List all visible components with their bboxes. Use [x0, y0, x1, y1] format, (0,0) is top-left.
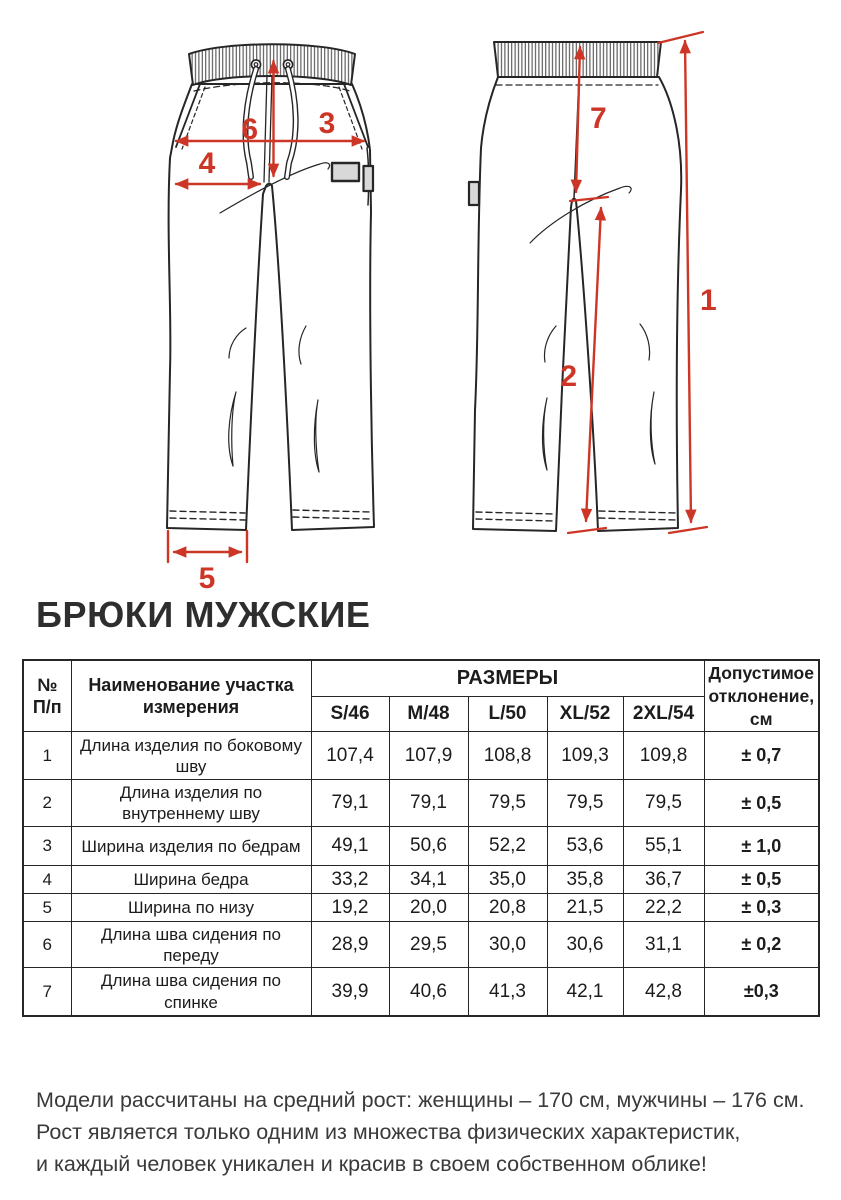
row-tolerance: ± 0,7	[704, 732, 819, 780]
measure-label-7: 7	[590, 102, 607, 135]
row-value: 55,1	[623, 827, 704, 866]
row-value: 79,5	[623, 780, 704, 827]
row-number: 3	[23, 827, 71, 866]
row-value: 42,1	[547, 968, 623, 1016]
row-value: 107,4	[311, 732, 389, 780]
pants-technical-drawing	[0, 0, 841, 590]
back-waistband	[494, 42, 661, 77]
row-value: 21,5	[547, 894, 623, 922]
footer-line-2: Рост является только одним из множества физических характеристик,	[36, 1120, 741, 1144]
row-value: 30,6	[547, 922, 623, 968]
row-value: 36,7	[623, 866, 704, 894]
row-value: 30,0	[468, 922, 547, 968]
table-row	[23, 894, 819, 922]
row-value: 79,1	[389, 780, 468, 827]
page-title: БРЮКИ МУЖСКИЕ	[36, 594, 371, 635]
row-value: 39,9	[311, 968, 389, 1016]
col-header-number-line1: №	[37, 674, 58, 695]
size-col-xl52: XL/52	[547, 697, 623, 732]
row-number: 7	[23, 968, 71, 1016]
row-name: Длина шва сидения по спинке	[71, 968, 311, 1016]
table-row	[23, 968, 819, 1016]
row-tolerance: ± 0,5	[704, 866, 819, 894]
arrow-1	[685, 41, 691, 522]
row-value: 35,0	[468, 866, 547, 894]
front-label-patch	[332, 163, 359, 181]
row-value: 22,2	[623, 894, 704, 922]
front-side-patch	[364, 166, 374, 191]
size-col-2xl54: 2XL/54	[623, 697, 704, 732]
row-value: 34,1	[389, 866, 468, 894]
row-value: 79,5	[468, 780, 547, 827]
row-value: 28,9	[311, 922, 389, 968]
row-tolerance: ±0,3	[704, 968, 819, 1016]
row-value: 31,1	[623, 922, 704, 968]
row-value: 53,6	[547, 827, 623, 866]
measure-label-4: 4	[198, 147, 216, 180]
row-value: 42,8	[623, 968, 704, 1016]
row-name: Длина изделия по внутреннему шву	[71, 780, 311, 827]
row-name: Длина шва сидения по переду	[71, 922, 311, 968]
row-value: 50,6	[389, 827, 468, 866]
table-row	[23, 780, 819, 827]
row-tolerance: ± 0,3	[704, 894, 819, 922]
back-view-drawing	[469, 42, 681, 531]
row-value: 108,8	[468, 732, 547, 780]
row-value: 107,9	[389, 732, 468, 780]
back-side-patch	[469, 182, 479, 205]
row-tolerance: ± 0,2	[704, 922, 819, 968]
measure-label-3: 3	[318, 107, 336, 140]
footer-line-1: Модели рассчитаны на средний рост: женщины – 170 см, мужчины – 176 см.	[36, 1088, 805, 1112]
footer-note	[36, 1084, 804, 1180]
measure-label-2: 2	[560, 360, 577, 393]
row-number: 6	[23, 922, 71, 968]
measure-label-5: 5	[198, 562, 216, 590]
row-value: 20,8	[468, 894, 547, 922]
front-view-drawing	[167, 44, 374, 530]
col-header-name: Наименование участка измерения	[71, 660, 311, 732]
size-col-m48: M/48	[389, 697, 468, 732]
row-value: 41,3	[468, 968, 547, 1016]
row-value: 19,2	[311, 894, 389, 922]
row-value: 109,3	[547, 732, 623, 780]
size-col-l50: L/50	[468, 697, 547, 732]
row-value: 35,8	[547, 866, 623, 894]
row-number: 1	[23, 732, 71, 780]
row-name: Ширина бедра	[71, 866, 311, 894]
row-number: 4	[23, 866, 71, 894]
row-value: 20,0	[389, 894, 468, 922]
row-number: 2	[23, 780, 71, 827]
row-value: 49,1	[311, 827, 389, 866]
size-table	[22, 659, 820, 1017]
table-row	[23, 732, 819, 780]
bracket-5	[168, 531, 247, 562]
row-tolerance: ± 1,0	[704, 827, 819, 866]
row-value: 79,5	[547, 780, 623, 827]
tick-1-top	[658, 32, 703, 43]
row-value: 52,2	[468, 827, 547, 866]
row-name: Ширина по низу	[71, 894, 311, 922]
col-header-sizes: РАЗМЕРЫ	[311, 660, 704, 697]
footer-line-3: и каждый человек уникален и красив в своем собственном облике!	[36, 1152, 707, 1176]
row-name: Длина изделия по боковому шву	[71, 732, 311, 780]
measure-label-6: 6	[241, 113, 258, 146]
table-row	[23, 827, 819, 866]
row-value: 29,5	[389, 922, 468, 968]
col-header-number-line2: П/п	[32, 697, 62, 718]
table-row	[23, 866, 819, 894]
table-row	[23, 922, 819, 968]
row-value: 109,8	[623, 732, 704, 780]
measure-label-1: 1	[700, 284, 717, 317]
row-tolerance: ± 0,5	[704, 780, 819, 827]
row-value: 79,1	[311, 780, 389, 827]
row-number: 5	[23, 894, 71, 922]
col-header-tolerance: Допустимое отклонение, см	[704, 660, 819, 732]
row-value: 40,6	[389, 968, 468, 1016]
row-value: 33,2	[311, 866, 389, 894]
size-col-s46: S/46	[311, 697, 389, 732]
col-header-number	[23, 660, 71, 732]
row-name: Ширина изделия по бедрам	[71, 827, 311, 866]
